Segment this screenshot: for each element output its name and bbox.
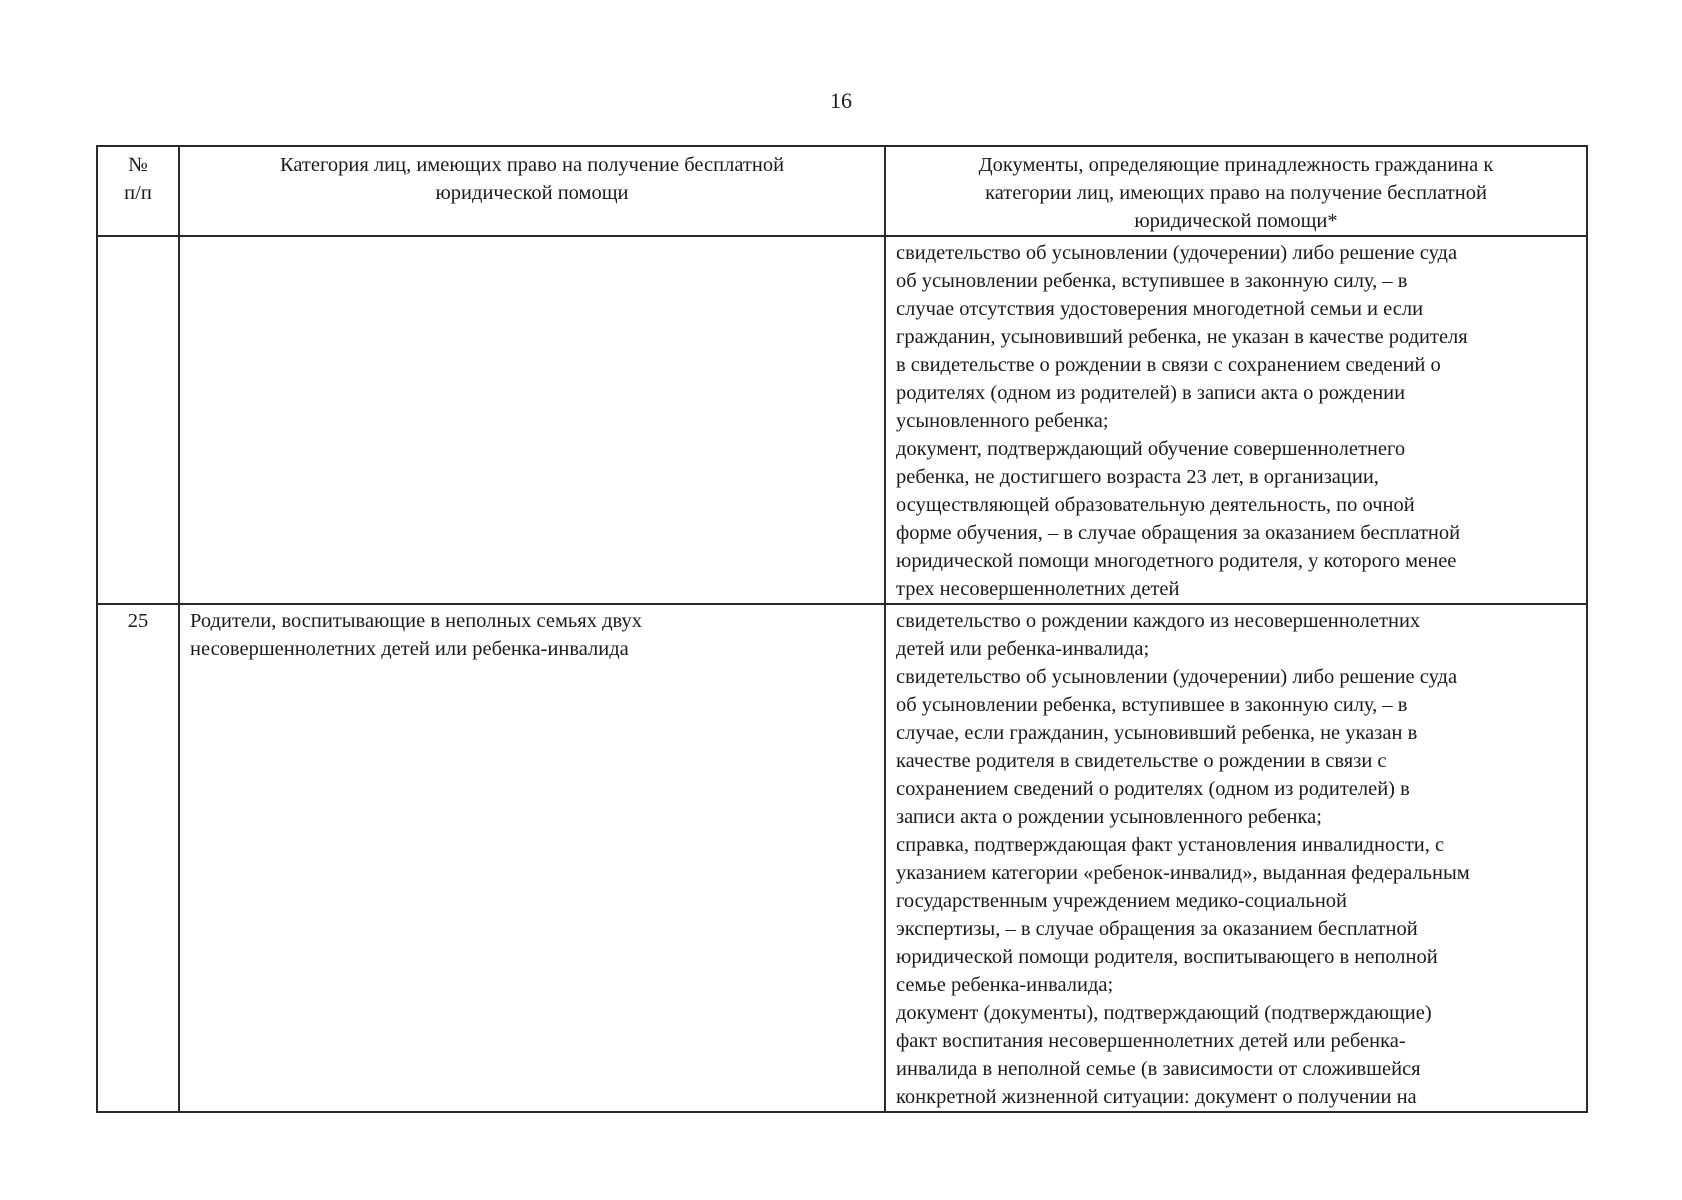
- document-line: форме обучения, – в случае обращения за оказанием бесплатной: [896, 522, 1461, 544]
- header-number: [97, 146, 179, 236]
- document-line: качестве родителя в свидетельстве о рождении в связи с: [896, 750, 1387, 772]
- row-category-cell: [179, 604, 885, 1112]
- document-line: свидетельство об усыновлении (удочерении) либо решение суда: [896, 242, 1458, 264]
- document-line: факт воспитания несовершеннолетних детей или ребенка-: [896, 1030, 1406, 1052]
- document-line: инвалида в неполной семье (в зависимости от сложившейся: [896, 1058, 1421, 1080]
- header-category: [179, 146, 885, 236]
- document-line: сохранением сведений о родителях (одном из родителей) в: [896, 778, 1410, 800]
- document-line: конкретной жизненной ситуации: документ о получении на: [896, 1086, 1417, 1108]
- document-line: детей или ребенка-инвалида;: [896, 638, 1150, 660]
- document-line: семье ребенка-инвалида;: [896, 974, 1114, 996]
- row-category-cell: [179, 236, 885, 604]
- document-line: свидетельство об усыновлении (удочерении) либо решение суда: [896, 666, 1458, 688]
- category-line: Родители, воспитывающие в неполных семьях двух: [190, 610, 642, 632]
- document-line: записи акта о рождении усыновленного ребенка;: [896, 806, 1322, 828]
- document-line: родителях (одном из родителей) в записи акта о рождении: [896, 382, 1406, 404]
- document-line: экспертизы, – в случае обращения за оказанием бесплатной: [896, 918, 1418, 940]
- header-documents-line: категории лиц, имеющих право на получение бесплатной: [985, 182, 1487, 204]
- header-category-line: юридической помощи: [435, 182, 629, 204]
- page-number: 16: [830, 88, 852, 113]
- row-number-cell: [97, 236, 179, 604]
- row-documents-cell: [885, 604, 1587, 1112]
- document-line: юридической помощи многодетного родителя, у которого менее: [896, 550, 1457, 572]
- row-number-cell: 25: [97, 604, 179, 1112]
- table-row: [97, 236, 1587, 604]
- header-documents-line: юридической помощи*: [1134, 210, 1338, 232]
- document-line: документ (документы), подтверждающий (подтверждающие): [896, 1002, 1432, 1024]
- category-line: несовершеннолетних детей или ребенка-инвалида: [190, 638, 629, 660]
- header-documents-line: Документы, определяющие принадлежность гражданина к: [978, 154, 1494, 176]
- header-number-line: №: [128, 154, 148, 176]
- document-line: об усыновлении ребенка, вступившее в законную силу, – в: [896, 694, 1408, 716]
- document-line: ребенка, не достигшего возраста 23 лет, в организации,: [896, 466, 1379, 488]
- header-documents: [885, 146, 1587, 236]
- document-line: осуществляющей образовательную деятельность, по очной: [896, 494, 1415, 516]
- document-line: в свидетельстве о рождении в связи с сохранением сведений о: [896, 354, 1441, 376]
- header-category-line: Категория лиц, имеющих право на получение бесплатной: [279, 154, 785, 176]
- table-header-row: [97, 146, 1587, 236]
- document-line: гражданин, усыновивший ребенка, не указан в качестве родителя: [896, 326, 1468, 348]
- document-line: справка, подтверждающая факт установления инвалидности, с: [896, 834, 1445, 856]
- document-line: свидетельство о рождении каждого из несовершеннолетних: [896, 610, 1421, 632]
- document-line: государственным учреждением медико-социальной: [896, 890, 1348, 912]
- row-documents-cell: [885, 236, 1587, 604]
- document-line: документ, подтверждающий обучение совершеннолетнего: [896, 438, 1406, 460]
- document-line: указанием категории «ребенок-инвалид», выданная федеральным: [896, 862, 1470, 884]
- document-line: случае, если гражданин, усыновивший ребенка, не указан в: [896, 722, 1418, 744]
- document-line: трех несовершеннолетних детей: [896, 578, 1180, 600]
- document-line: юридической помощи родителя, воспитывающего в неполной: [896, 946, 1438, 968]
- header-number-line: п/п: [124, 182, 152, 204]
- table-row: [97, 604, 1587, 1112]
- document-line: усыновленного ребенка;: [896, 410, 1109, 432]
- document-line: об усыновлении ребенка, вступившее в законную силу, – в: [896, 270, 1408, 292]
- document-line: случае отсутствия удостоверения многодетной семьи и если: [896, 298, 1424, 320]
- legal-aid-table: [96, 145, 1588, 1113]
